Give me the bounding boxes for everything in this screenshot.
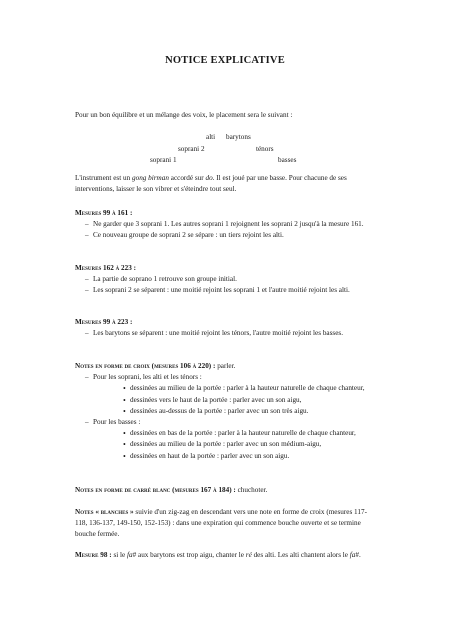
bullet-item: • dessinées vers le haut de la portée : parler avec un son aigu, — [75, 395, 377, 406]
list-item: – Ce nouveau groupe de soprani 2 se sépare : un tiers rejoint les alti. — [75, 230, 377, 241]
voice-barytons: barytons — [226, 133, 251, 141]
voice-tenors: ténors — [256, 145, 274, 153]
section-mesures-99-223 — [75, 317, 377, 339]
bullet-item: • dessinées au-dessus de la portée : parler avec un son très aigu. — [75, 406, 377, 417]
section-heading: Notes en forme de croix (mesures 106 à 220) : — [75, 362, 216, 370]
bullet-item: • dessinées au milieu de la portée : parler avec un son médium-aigu, — [75, 439, 377, 450]
section-mesure-98: Mesure 98 : si le fa# aux barytons est trop aigu, chanter le ré des alti. Les alti chantent alors le fa#. — [75, 551, 361, 559]
list-item: – Les soprani 2 se séparent : une moitié rejoint les soprani 1 et l'autre moitié rejoint les alti. — [75, 285, 377, 296]
section-notes-carre: Notes en forme de carré blanc (mesures 167 à 184) : chuchoter. — [75, 486, 268, 494]
section-heading: Mesures 99 à 223 : — [75, 318, 133, 326]
section-mesures-162-223 — [75, 263, 377, 297]
section-mesures-99-161 — [75, 208, 377, 242]
list-item: – Pour les basses : • dessinées en bas de la portée : parler à la hauteur naturelle de chaque chanteur, • dessinées au milieu de la portée : parler avec un son médium-aigu, • dessinées en haut de la portée : parler avec un son aigu. — [75, 417, 377, 462]
bullet-item: • dessinées au milieu de la portée : parler à la hauteur naturelle de chaque chanteur, — [75, 383, 377, 394]
voice-soprani-1: soprani 1 — [150, 156, 177, 164]
page-title: NOTICE EXPLICATIVE — [165, 55, 285, 66]
list-item: – Pour les soprani, les alti et les ténors : • dessinées au milieu de la portée : parler à la hauteur naturelle de chaque chanteur, • dessinées vers le haut de la portée : parler avec un son aigu, • dessinées au-dessus de la portée : parler avec un son très aigu. — [75, 372, 377, 417]
section-notes-blanches: Notes « blanches » suivie d'un zig-zag en descendant vers une note en forme de croix (mesures 117-118, 136-137, 149-150, 152-153) : dans une expiration qui commence bouche ouverte et se termine bouche fermée. — [75, 508, 367, 539]
voice-alti: alti — [206, 133, 216, 141]
list-item: – Les barytons se séparent : une moitié rejoint les ténors, l'autre moitié rejoint les basses. — [75, 328, 377, 339]
voice-basses: basses — [278, 156, 297, 164]
section-notes-croix: Notes en forme de croix (mesures 106 à 220) : parler. – Pour les soprani, les alti et les ténors : • dessinées au milieu de la portée : parler à la hauteur naturelle de chaque chanteur, • dessinées vers le haut de la portée : parler avec un son aigu, • dessinées au-dessus de la portée : parler avec un son très aigu. – Pour les basses : • dessinées en bas de la portée : parler à la hauteur naturelle de chaque chanteur, • dessinées au milieu de la portée : parler avec un son médium-aigu, • dessinées en haut de la portée : parler avec un son aigu. — [75, 361, 377, 462]
bullet-item: • dessinées en haut de la portée : parler avec un son aigu. — [75, 451, 377, 462]
instrument-paragraph: L'instrument est un gong birman accordé sur do. Il est joué par une basse. Pour chacune de ses interventions, laisser le son vibrer et s'éteindre tout seul. — [75, 174, 347, 194]
voice-soprani-2: soprani 2 — [178, 145, 205, 153]
intro-text: Pour un bon équilibre et un mélange des voix, le placement sera le suivant : — [75, 111, 293, 119]
bullet-item: • dessinées en bas de la portée : parler à la hauteur naturelle de chaque chanteur, — [75, 428, 377, 439]
list-item: – La partie de soprano 1 retrouve son groupe initial. — [75, 274, 377, 285]
list-item: – Ne garder que 3 soprani 1. Les autres soprani 1 rejoignent les soprani 2 jusqu'à la mesure 161. — [75, 219, 377, 230]
section-heading: Mesures 99 à 161 : — [75, 209, 133, 217]
section-heading: Mesures 162 à 223 : — [75, 264, 136, 272]
